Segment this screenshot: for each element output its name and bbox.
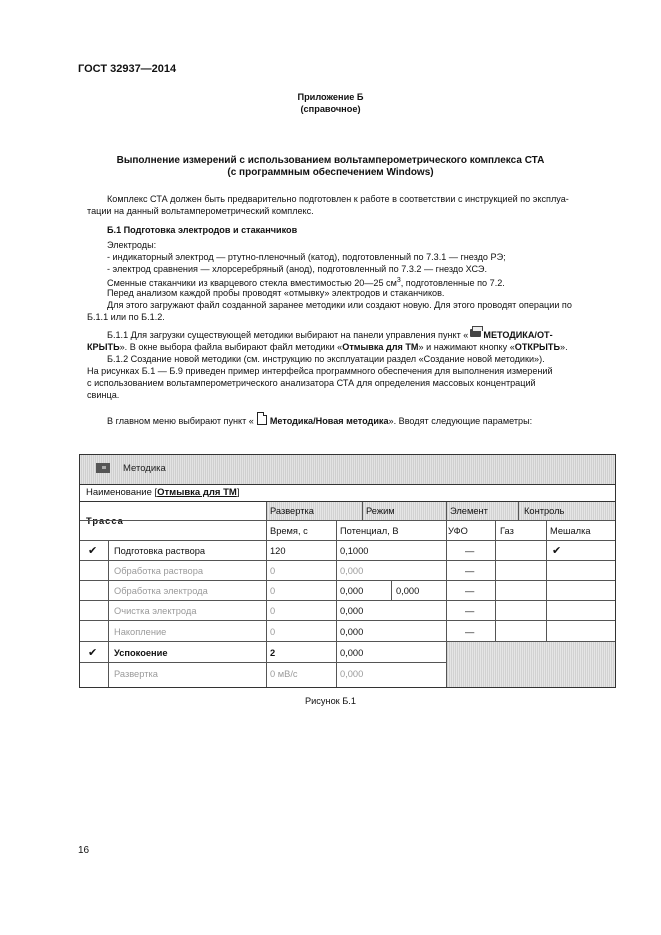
row-potential[interactable]: 0,000 [340, 586, 364, 596]
b1-heading: Б.1 Подготовка электродов и стаканчиков [107, 225, 298, 235]
b11-bold2: КРЫТЬ [87, 342, 120, 352]
b12-line3: с использованием вольтамперометрического анализатора СТА для определения массовых концентраций [87, 378, 536, 388]
row-potential[interactable]: 0,000 [340, 606, 364, 616]
group-sweep: Развертка [270, 506, 314, 516]
col-potential: Потенциал, В [340, 526, 399, 536]
row-potential[interactable]: 0,000 [340, 627, 364, 637]
row-potential[interactable]: 0,1000 [340, 546, 369, 556]
row-name: Успокоение [114, 648, 168, 658]
grid-h [80, 560, 615, 561]
row-name: Очистка электрода [114, 606, 197, 616]
row-time[interactable]: 0 [270, 586, 276, 596]
row-ufo: — [465, 566, 475, 576]
row-time[interactable]: 0 мВ/с [270, 669, 298, 679]
b1-cups-post: , подготовленные по 7.2. [400, 278, 505, 289]
group-control: Контроль [524, 506, 565, 516]
grid-v [108, 540, 109, 687]
b1-cups-sup: 3 [396, 277, 401, 284]
row-name: Подготовка раствора [114, 546, 206, 556]
appendix-subtitle: (справочное) [300, 104, 361, 114]
empty-area [446, 641, 615, 687]
row-name: Развертка [114, 669, 158, 679]
name-label [86, 487, 239, 498]
b1-load2: Б.1.1 или по Б.1.2. [87, 312, 165, 322]
row-ufo: — [465, 606, 475, 616]
col-stirrer: Мешалка [550, 526, 591, 536]
row-time[interactable]: 120 [270, 546, 286, 556]
dialog-titlebar [80, 455, 615, 485]
col-gas: Газ [500, 526, 514, 536]
standard-header: ГОСТ 32937—2014 [78, 63, 177, 75]
grid-v [266, 502, 267, 687]
row-potential[interactable]: 0,000 [340, 669, 364, 679]
row-time[interactable]: 0 [270, 627, 276, 637]
intro-line2: тации на данный вольтамперометрический комплекс. [87, 206, 314, 216]
row-check[interactable]: ✔ [88, 647, 98, 659]
name-row[interactable] [80, 484, 615, 502]
name-label-text: Наименование [ [86, 487, 158, 498]
b11-bold3: Отмывка для ТМ [342, 342, 419, 352]
b1-item2: - электрод сравнения — хлорсеребряный (анод), подготовленный по 7.3.2 — гнездо ХСЭ. [107, 264, 487, 274]
b12-line2: На рисунках Б.1 — Б.9 приведен пример интерфейса программного обеспечения для выполнения измерений [87, 366, 553, 376]
col-time: Время, с [270, 526, 308, 536]
b11-text1: Б.1.1 Для загрузки существующей методики выбирают на панели управления пункт « [107, 330, 469, 340]
b11-text4: ». [560, 342, 568, 352]
grid-v [518, 502, 519, 520]
menu-text2: ». Вводят следующие параметры: [388, 416, 533, 426]
row-time[interactable]: 0 [270, 606, 276, 616]
figure-caption: Рисунок Б.1 [305, 696, 356, 706]
row-ufo: — [465, 627, 475, 637]
new-document-icon [257, 412, 267, 425]
b1-electrodes: Электроды: [107, 240, 157, 250]
group-trace: Трасса [86, 516, 124, 526]
row-potential[interactable]: 0,000 [340, 648, 364, 658]
b1-before: Перед анализом каждой пробы проводят «отмывку» электродов и стаканчиков. [107, 288, 445, 298]
window-icon [96, 463, 110, 473]
grid-v [546, 520, 547, 641]
grid-v [391, 580, 392, 600]
method-dialog [79, 454, 616, 688]
section-title-line1: Выполнение измерений с использованием вольтамперометрического комплекса СТА [116, 155, 545, 166]
row-name: Накопление [114, 627, 167, 637]
b11-line2 [87, 341, 615, 353]
col-ufo: УФО [448, 526, 468, 536]
section-title-line2: (с программным обеспечением Windows) [227, 167, 434, 178]
row-time[interactable]: 0 [270, 566, 276, 576]
grid-h [80, 662, 446, 663]
group-mode: Режим [366, 506, 395, 516]
row-potential-2[interactable]: 0,000 [396, 586, 420, 596]
row-stirrer[interactable]: ✔ [552, 545, 562, 557]
b12-line4: свинца. [87, 390, 120, 400]
grid-v [362, 502, 363, 520]
folder-open-icon [470, 329, 481, 337]
name-close: ] [236, 487, 240, 498]
grid-h [80, 520, 615, 521]
b1-item1: - индикаторный электрод — ртутно-пленочный (катод), подготовленный по 7.3.1 — гнездо РЭ; [107, 252, 506, 262]
dialog-title: Методика [123, 463, 166, 474]
grid-v [495, 520, 496, 641]
b1-cups-text: Сменные стаканчики из кварцевого стекла вместимостью 20—25 см [107, 278, 397, 289]
b11-line1 [87, 329, 615, 341]
b11-text2: ». В окне выбора файла выбирают файл методики « [119, 342, 343, 352]
grid-h [80, 540, 615, 541]
name-value[interactable]: Отмывка для ТМ [157, 487, 237, 498]
menu-bold: Методика/Новая методика [269, 416, 389, 426]
grid-h [80, 620, 615, 621]
row-ufo: — [465, 546, 475, 556]
b11-bold1: МЕТОДИКА/ОТ- [483, 330, 553, 340]
row-check[interactable]: ✔ [88, 545, 98, 557]
grid-v [446, 502, 447, 687]
row-name: Обработка раствора [114, 566, 204, 576]
menu-text1: В главном меню выбирают пункт « [107, 416, 254, 426]
appendix-title: Приложение Б [297, 92, 364, 102]
grid-h [80, 580, 615, 581]
row-ufo: — [465, 586, 475, 596]
b1-load1: Для этого загружают файл созданной заранее методики или создают новую. Для этого проводят операции по [107, 300, 572, 310]
b11-text3: » и нажимают кнопку « [418, 342, 515, 352]
grid-v [336, 520, 337, 687]
b11-bold4: ОТКРЫТЬ [514, 342, 561, 352]
group-element: Элемент [450, 506, 488, 516]
page-number: 16 [78, 845, 90, 856]
row-potential[interactable]: 0,000 [340, 566, 364, 576]
row-time[interactable]: 2 [270, 648, 276, 658]
row-name: Обработка электрода [114, 586, 208, 596]
menu-line [87, 412, 615, 427]
grid-h [80, 600, 615, 601]
intro-line1: Комплекс СТА должен быть предварительно подготовлен к работе в соответствии с инструкцией по эксплуа- [107, 194, 569, 204]
b12-line1: Б.1.2 Создание новой методики (см. инструкцию по эксплуатации раздел «Создание новой методики»). [107, 354, 545, 364]
grid-h [80, 641, 615, 642]
